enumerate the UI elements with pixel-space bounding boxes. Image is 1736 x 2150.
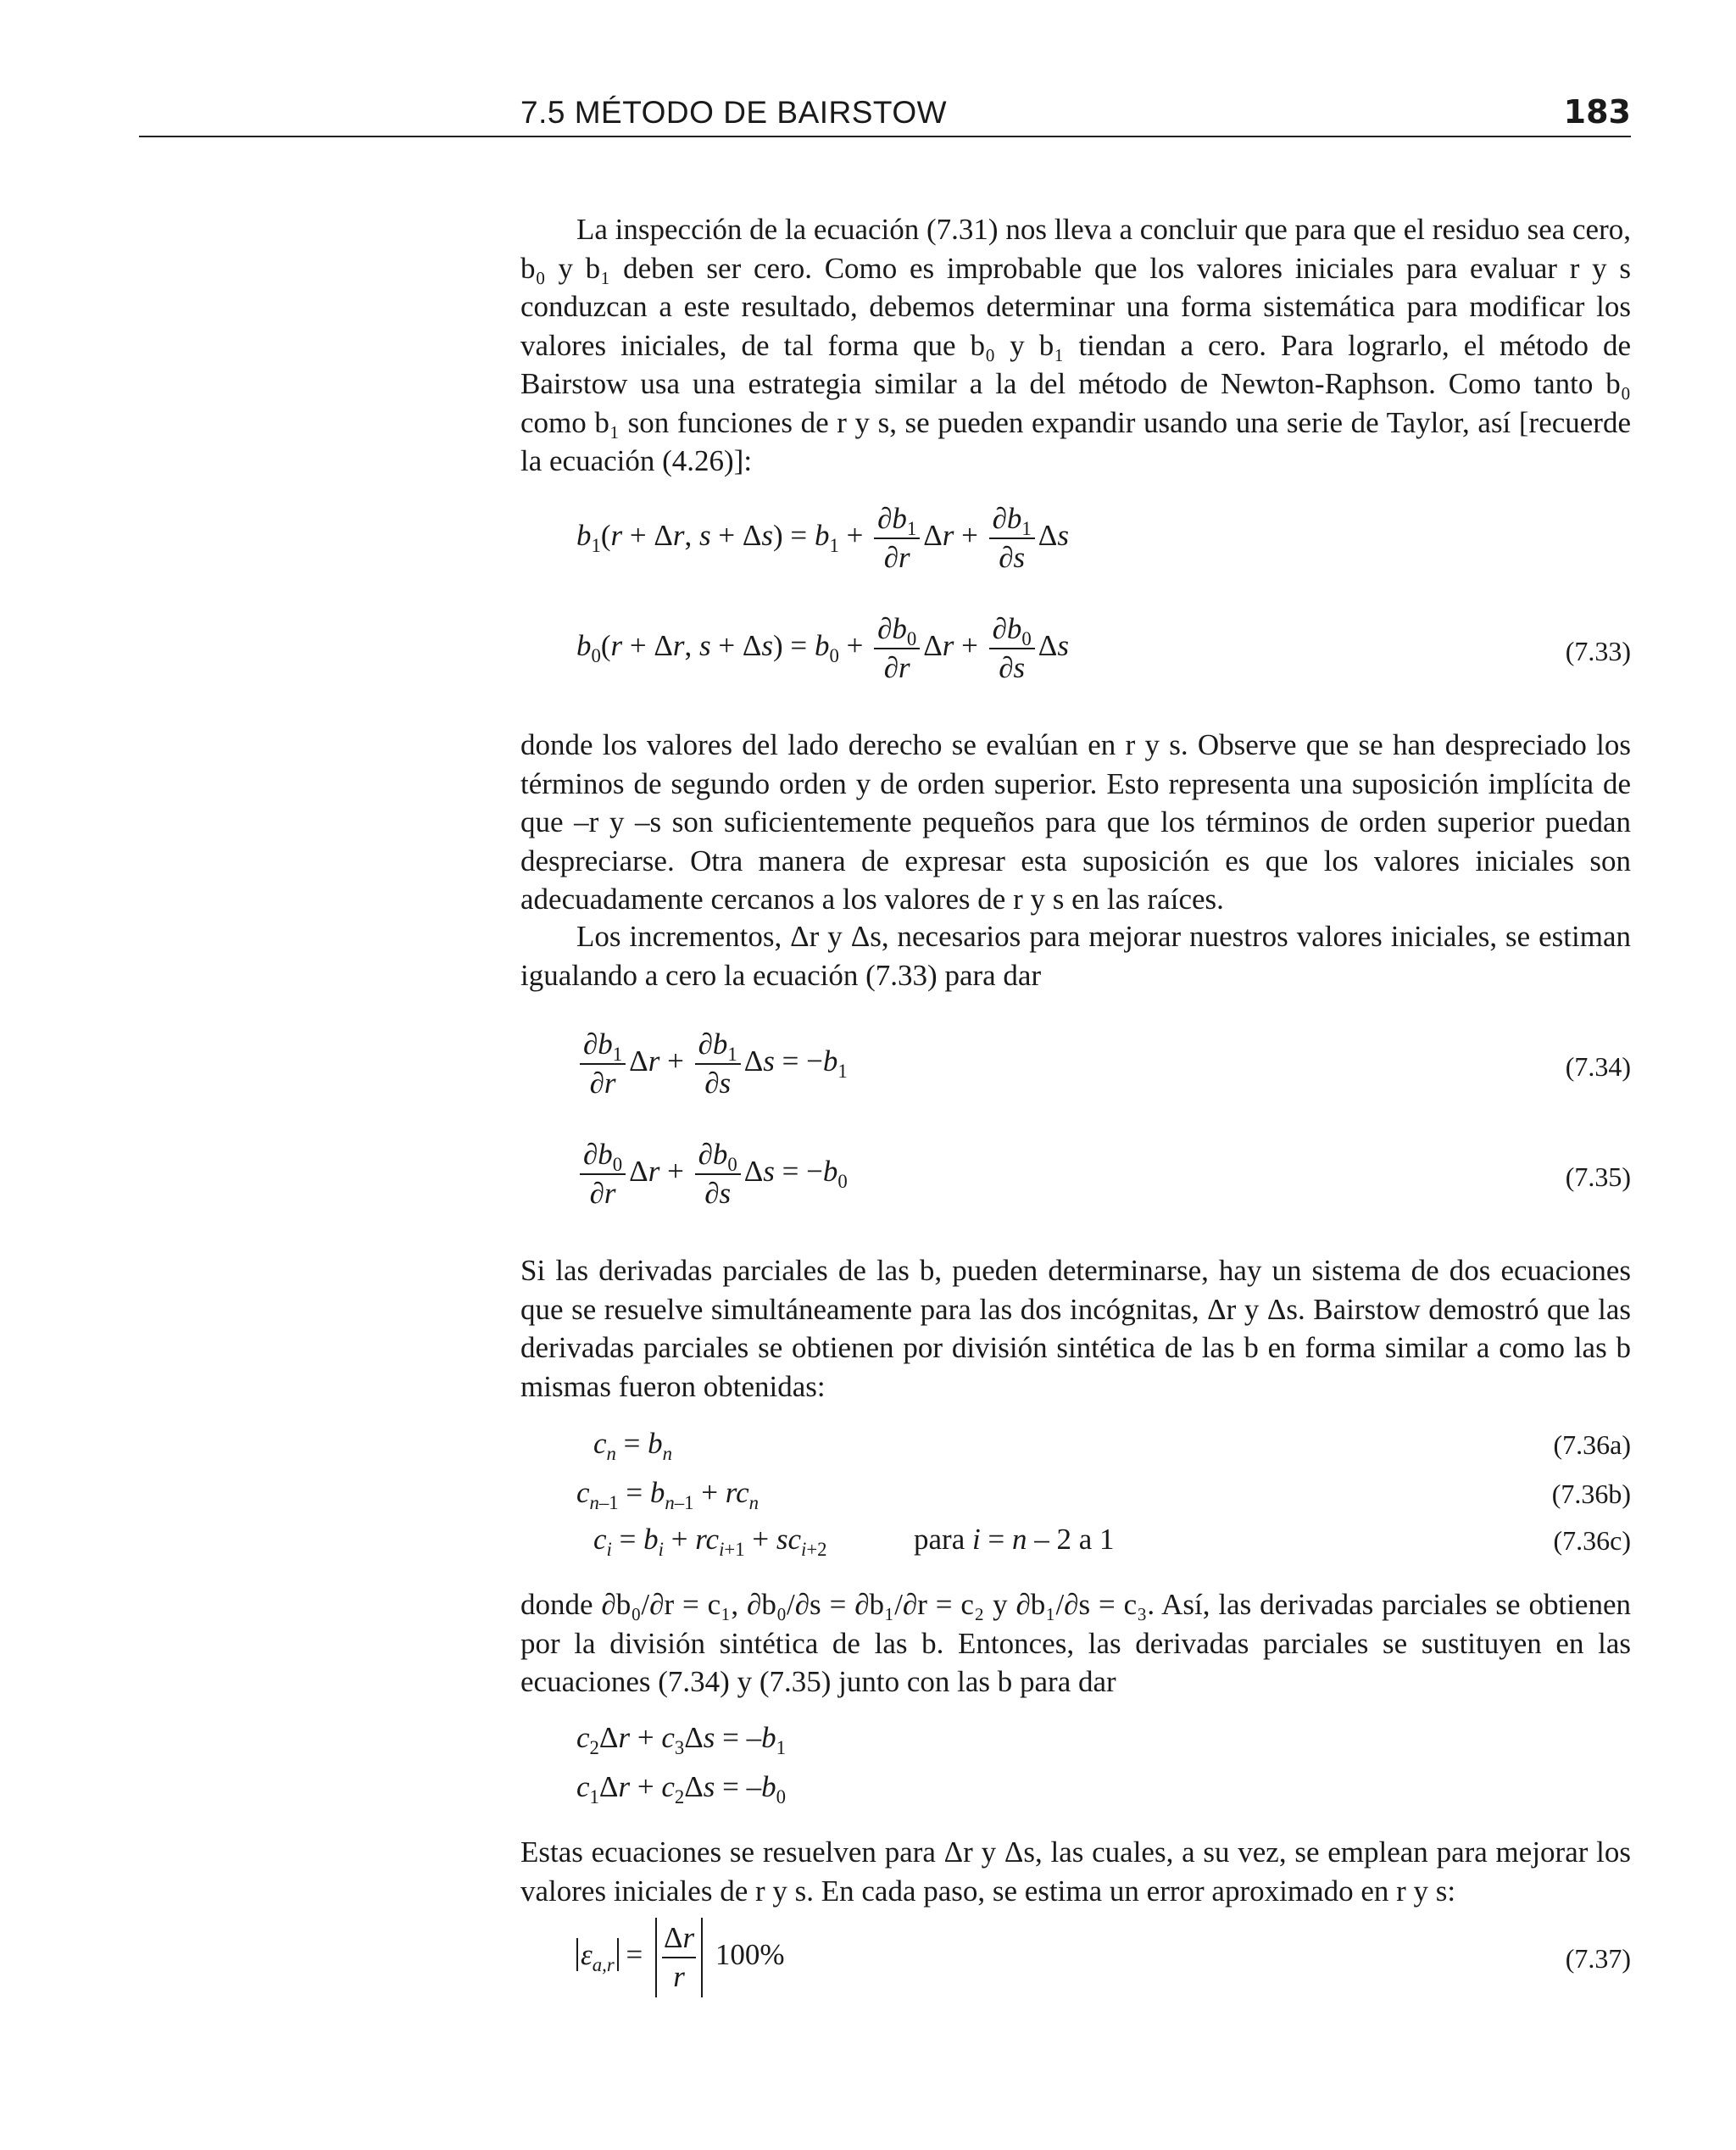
page-number: 183	[1563, 93, 1631, 131]
equation-number-7-35: (7.35)	[1565, 1161, 1631, 1192]
equation-number-7-34: (7.34)	[1565, 1051, 1631, 1082]
system-equation-2: $c_1\Delta r + c_2\Delta s = -b_0$	[576, 1770, 786, 1807]
equation-7-35: $\frac{\partial b_0}{\partial r}$ Δr + $\frac{\partial b_0}{\partial s}$ $\Delta s = -b_0$	[576, 1136, 848, 1212]
paragraph-increments: Los incrementos, Δr y Δs, necesarios para mejorar nuestros valores iniciales, se estiman igualando a cero la ecuación (7.33) para dar	[520, 920, 1631, 992]
equation-7-34: $\frac{\partial b_1}{\partial r}$ Δr + $\frac{\partial b_1}{\partial s}$ $\Delta s = -b_1$	[576, 1026, 848, 1102]
running-header-title: 7.5 MÉTODO DE BAIRSTOW	[520, 95, 948, 130]
equation-number-7-37: (7.37)	[1565, 1943, 1631, 1974]
paragraph-partial-derivatives: Si las derivadas parciales de las b, pueden determinarse, hay un sistema de dos ecuaciones que se resuelve simultáneamente para las dos incógnitas, Δr y Δs. Bairstow demostró que las derivadas parciales se obtienen por división sintética de las b en forma similar a como las b mismas fueron obtenidas:	[520, 1254, 1631, 1403]
equation-7-37: $\varepsilon_{a,r}$ = $\frac{\Delta r}{r}$ 100%	[576, 1918, 785, 1997]
equation-number-7-36a: (7.36a)	[1553, 1429, 1631, 1460]
equation-7-36b: $c_{n-1} = b_{n-1} + rc_n$	[576, 1476, 760, 1513]
header-rule	[139, 136, 1631, 137]
equation-number-7-36c: (7.36c)	[1553, 1525, 1631, 1556]
equation-7-33-b0: $b_0(r + \Delta r$, $s + \Delta s) = b_0$ + $\frac{\partial b_0}{\partial r}$ Δr + $\frac{\partial b_0}{\partial s}$ Δs	[576, 612, 1069, 684]
equation-7-36c: $c_i = b_i + rc_{i+1} + sc_{i+2}$	[593, 1523, 827, 1560]
equation-number-7-33: (7.33)	[1565, 636, 1631, 666]
equation-7-36c-condition: para i = n – 2 a 1	[914, 1523, 1115, 1556]
equation-number-7-36b: (7.36b)	[1551, 1479, 1631, 1509]
paragraph-error-estimate: Estas ecuaciones se resuelven para Δr y Δs, las cuales, a su vez, se emplean para mejorar los valores iniciales de r y s. En cada paso, se estima un error aproximado en r y s:	[520, 1835, 1631, 1908]
equation-7-36a: $c_n = b_n$	[593, 1427, 673, 1464]
equation-7-33-b1: $b_1(r + \Delta r$, $s + \Delta s) = b_1$ + $\frac{\partial b_1}{\partial r}$ Δr + $\frac{\partial b_1}{\partial s}$ Δs	[576, 502, 1069, 574]
paragraph-explanation: donde los valores del lado derecho se evalúan en r y s. Observe que se han despreciado los términos de segundo orden y de orden superior. Esto representa una suposición implícita de que –r y –s son suficientemente pequeños para que los términos de orden superior puedan despreciarse. Otra manera de expresar esta suposición es que los valores iniciales son adecuadamente cercanos a los valores de r y s en las raíces.	[520, 728, 1631, 916]
system-equation-1: $c_2\Delta r + c_3\Delta s = -b_1$	[576, 1721, 786, 1758]
paragraph-intro: La inspección de la ecuación (7.31) nos lleva a concluir que para que el residuo sea cero, b₀ y b₁ deben ser cero. Como es improbable que los valores iniciales para evaluar r y s conduzcan a este resultado, debemos determinar una forma sistemática para modificar los valores iniciales, de tal forma que b₀ y b₁ tiendan a cero. Para lograrlo, el método de Bairstow usa una estrategia similar a la del método de Newton-Raphson. Como tanto b₀ como b₁ son funciones de r y s, se pueden expandir usando una serie de Taylor, así [recuerde la ecuación (4.26)]:	[520, 213, 1631, 477]
paragraph-substitution: donde ∂b₀/∂r = c₁, ∂b₀/∂s = ∂b₁/∂r = c₂ y ∂b₁/∂s = c₃. Así, las derivadas parciales se obtienen por la división sintética de las b. Entonces, las derivadas parciales se sustituyen en las ecuaciones (7.34) y (7.35) junto con las b para dar	[520, 1588, 1631, 1698]
